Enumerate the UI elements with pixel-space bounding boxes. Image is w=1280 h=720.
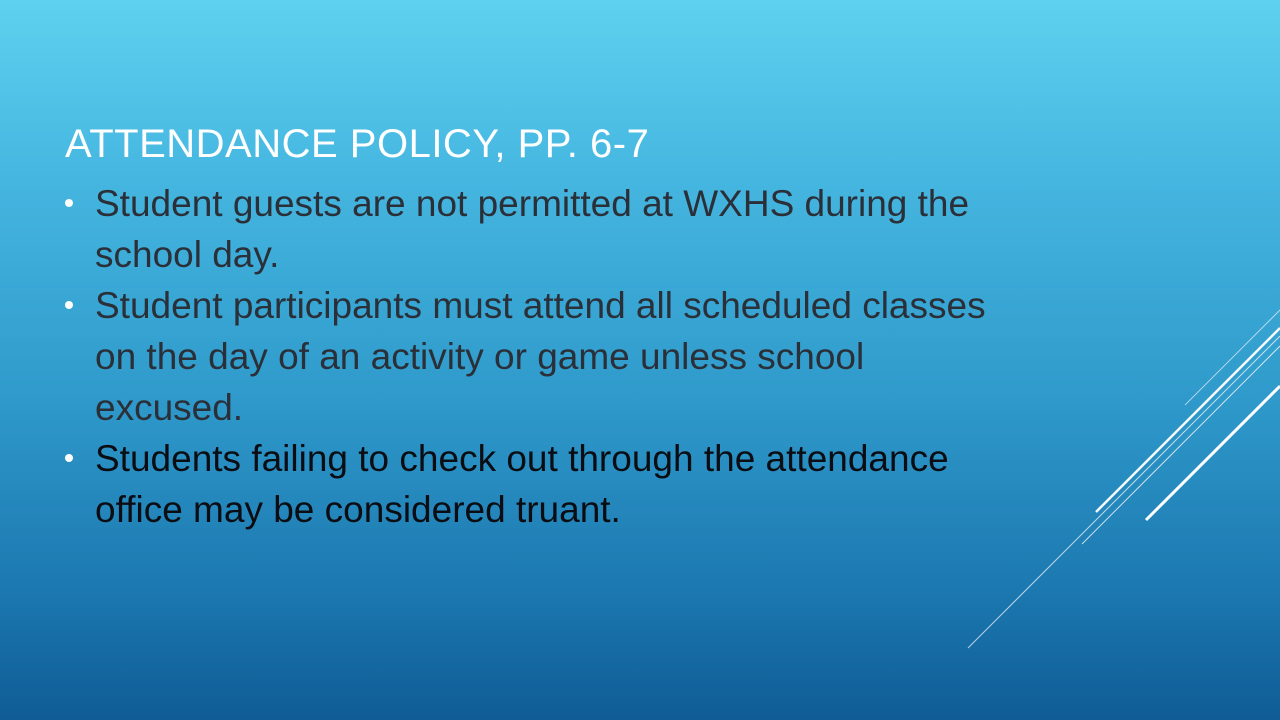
bullet-dot-icon: [65, 199, 73, 207]
bullet-dot-icon: [65, 301, 73, 309]
slide-title: ATTENDANCE POLICY, PP. 6-7: [65, 122, 650, 166]
decor-line-2: [1146, 386, 1280, 520]
bullet-list: [65, 178, 1005, 535]
decor-line-3: [1082, 346, 1280, 544]
decor-line-1: [1096, 328, 1280, 512]
bullet-item: [65, 433, 1005, 535]
bullet-text: Students failing to check out through the attendance office may be considered truant.: [95, 438, 949, 530]
decor-line-4: [1185, 310, 1280, 405]
bullet-dot-icon: [65, 454, 73, 462]
bullet-item: [65, 280, 1005, 433]
bullet-item: [65, 178, 1005, 280]
bullet-text: Student participants must attend all scheduled classes on the day of an activity or game unless school excused.: [95, 285, 986, 428]
decor-line-5: [968, 336, 1280, 648]
bullet-text: Student guests are not permitted at WXHS during the school day.: [95, 183, 970, 275]
